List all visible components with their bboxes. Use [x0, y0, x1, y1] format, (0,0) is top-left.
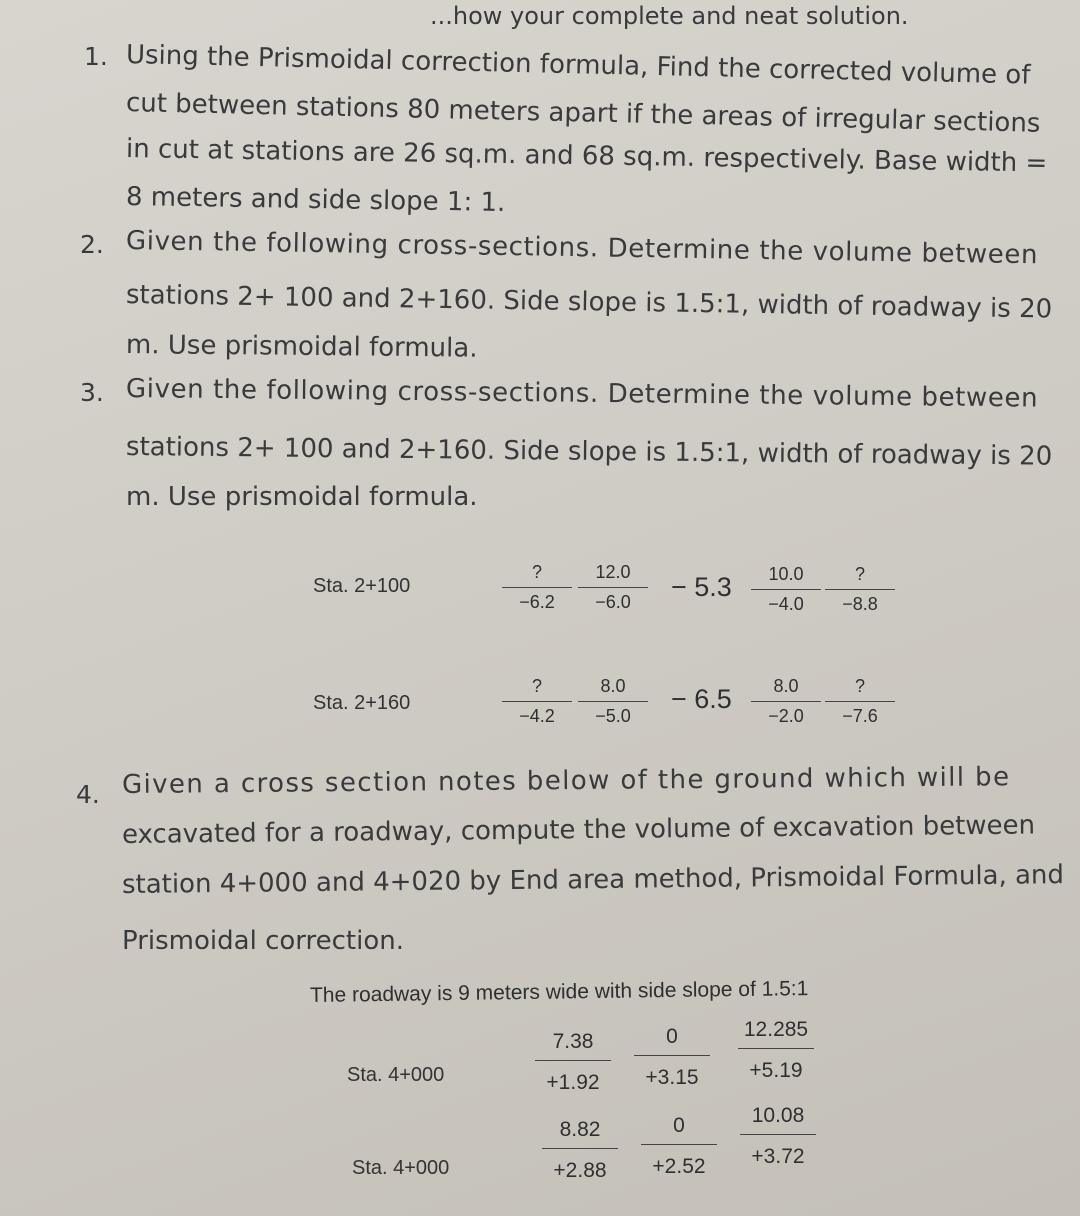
- problem-3-line-1: Given the following cross-sections. Determine the volume between: [125, 374, 1039, 414]
- fraction-numerator: ?: [502, 562, 572, 588]
- cross-section-fraction: [578, 676, 648, 727]
- fraction-denominator: +3.72: [751, 1145, 805, 1168]
- problem-3-line-2: stations 2+ 100 and 2+160. Side slope is 1.5:1, width of roadway is 20: [125, 432, 1053, 472]
- cross-section-label: Sta. 2+160: [313, 692, 411, 714]
- problem-4-line-4: Prismoidal correction.: [122, 926, 404, 956]
- cross-section-fraction: [825, 564, 895, 615]
- cross-section-fraction: [751, 564, 821, 615]
- fraction-numerator: 0: [634, 1025, 710, 1056]
- fraction-denominator: +5.19: [749, 1059, 803, 1082]
- fraction-numerator: 7.38: [535, 1030, 611, 1061]
- fraction-numerator: ?: [502, 676, 572, 702]
- fraction-numerator: 8.0: [751, 676, 821, 702]
- problem-4-line-3: station 4+000 and 4+020 by End area method, Prismoidal Formula, and: [121, 860, 1065, 900]
- roadway-note: The roadway is 9 meters wide with side slope of 1.5:1: [309, 977, 809, 1007]
- fraction-denominator: −6.2: [519, 592, 555, 612]
- cross-section-label: Sta. 4+000: [352, 1157, 450, 1179]
- cross-section-fraction: [535, 1030, 611, 1095]
- center-cut-value: − 6.5: [671, 684, 732, 714]
- fraction-numerator: 8.82: [542, 1118, 618, 1149]
- fraction-numerator: 0: [641, 1114, 717, 1145]
- cross-section-fraction: [502, 676, 572, 727]
- problem-4-line-1: Given a cross section notes below of the ground which will be: [121, 762, 1011, 800]
- cross-section-fraction: [738, 1018, 814, 1083]
- problem-2-line-3: m. Use prismoidal formula.: [125, 330, 478, 364]
- cross-section-fraction: [502, 562, 572, 613]
- problem-3-line-3: m. Use prismoidal formula.: [126, 482, 478, 512]
- cross-section-fraction: [542, 1118, 618, 1183]
- cross-section-fraction: [751, 676, 821, 727]
- fraction-denominator: −4.0: [768, 594, 804, 614]
- problem-4-line-2: excavated for a roadway, compute the volume of excavation between: [121, 810, 1036, 850]
- problem-1-line-2: cut between stations 80 meters apart if the areas of irregular sections: [125, 88, 1041, 139]
- cross-section-fraction: [740, 1104, 816, 1169]
- fraction-denominator: −4.2: [519, 706, 555, 726]
- fraction-denominator: −7.6: [842, 706, 878, 726]
- center-cut-value: − 5.3: [671, 572, 732, 602]
- fraction-denominator: −5.0: [595, 706, 631, 726]
- cross-section-fraction: [825, 676, 895, 727]
- fraction-denominator: −6.0: [595, 592, 631, 612]
- fraction-denominator: +2.52: [652, 1155, 706, 1178]
- cross-section-fraction: [634, 1025, 710, 1090]
- fraction-numerator: ?: [825, 564, 895, 590]
- problem-2-number: 2.: [80, 230, 104, 259]
- problem-1-line-3: in cut at stations are 26 sq.m. and 68 sq.m. respectively. Base width =: [125, 134, 1048, 179]
- fraction-numerator: 12.285: [738, 1018, 814, 1049]
- page-header: ...how your complete and neat solution.: [430, 2, 909, 30]
- fraction-denominator: +2.88: [553, 1159, 607, 1182]
- problem-3-number: 3.: [80, 378, 104, 407]
- fraction-denominator: +1.92: [546, 1071, 600, 1094]
- cross-section-fraction: [578, 562, 648, 613]
- problem-2-line-1: Given the following cross-sections. Determine the volume between: [125, 226, 1039, 271]
- fraction-numerator: 8.0: [578, 676, 648, 702]
- fraction-numerator: 10.08: [740, 1104, 816, 1135]
- cross-section-label: Sta. 4+000: [347, 1064, 445, 1086]
- fraction-denominator: −2.0: [768, 706, 804, 726]
- fraction-numerator: 12.0: [578, 562, 648, 588]
- problem-1-number: 1.: [84, 42, 108, 71]
- cross-section-label: Sta. 2+100: [313, 575, 411, 597]
- fraction-denominator: +3.15: [645, 1066, 699, 1089]
- problem-4-number: 4.: [76, 780, 100, 809]
- fraction-denominator: −8.8: [842, 594, 878, 614]
- fraction-numerator: 10.0: [751, 564, 821, 590]
- fraction-numerator: ?: [825, 676, 895, 702]
- problem-1-line-1: Using the Prismoidal correction formula, Find the corrected volume of: [125, 40, 1031, 91]
- problem-2-line-2: stations 2+ 100 and 2+160. Side slope is 1.5:1, width of roadway is 20: [125, 280, 1053, 325]
- problem-1-line-4: 8 meters and side slope 1: 1.: [125, 182, 506, 218]
- cross-section-fraction: [641, 1114, 717, 1179]
